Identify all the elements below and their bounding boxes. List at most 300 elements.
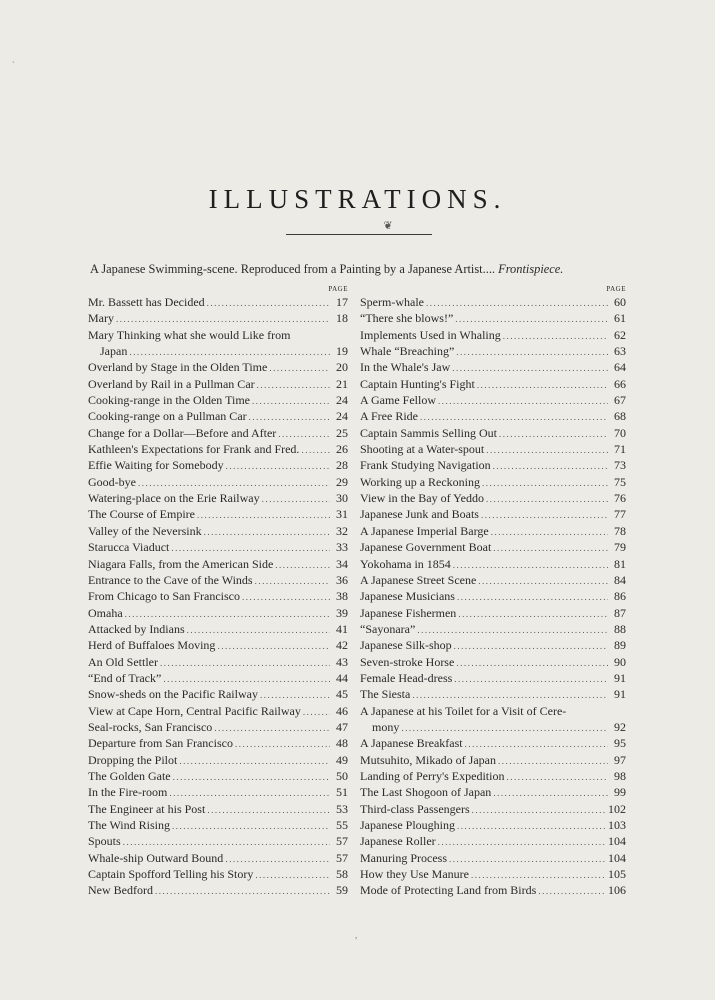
entry-page: 33	[336, 540, 348, 555]
frontispiece-text: A Japanese Swimming-scene. Reproduced from a Painting by a Japanese Artist....	[90, 262, 496, 276]
entry-page: 88	[614, 621, 626, 636]
entry-page: 50	[336, 768, 348, 783]
illustration-entry	[360, 343, 626, 359]
entry-page: 18	[336, 311, 348, 326]
entry-title: A Japanese at his Toilet for a Visit of Cere-	[360, 703, 567, 718]
entry-title: The Siesta	[360, 687, 411, 702]
entry-title: Mutsuhito, Mikado of Japan	[360, 752, 496, 767]
dot-leader	[471, 867, 606, 883]
illustration-entry	[360, 588, 626, 604]
entry-title: Whale “Breaching”	[360, 344, 455, 359]
illustration-entry	[88, 605, 348, 621]
entry-title: Japanese Government Boat	[360, 540, 492, 555]
entry-page: 41	[336, 621, 348, 636]
dot-leader	[278, 426, 330, 442]
illustration-entry	[88, 735, 348, 751]
entry-title: Female Head-dress	[360, 670, 453, 685]
entry-page: 25	[336, 425, 348, 440]
dot-leader	[303, 704, 330, 720]
illustration-entry	[360, 654, 626, 670]
page-column-header: PAGE	[328, 285, 348, 293]
paper-speck: `	[12, 60, 15, 70]
entry-title: Captain Spofford Telling his Story	[88, 867, 254, 882]
dot-leader	[498, 753, 608, 769]
dot-leader	[420, 409, 608, 425]
illustration-entry	[88, 833, 348, 849]
illustration-entry	[360, 850, 626, 866]
entry-page: 45	[336, 687, 348, 702]
entry-title: Frank Studying Navigation	[360, 458, 491, 473]
entry-page: 46	[336, 703, 348, 718]
illustration-entry	[360, 572, 626, 588]
entry-title: Captain Sammis Selling Out	[360, 425, 497, 440]
entry-title: From Chicago to San Francisco	[88, 589, 240, 604]
entry-page: 70	[614, 425, 626, 440]
dot-leader	[217, 638, 330, 654]
entry-title: The Last Shogoon of Japan	[360, 785, 492, 800]
illustration-entry	[88, 425, 348, 441]
entry-title: Japanese Junk and Boats	[360, 507, 479, 522]
entry-title: How they Use Manure	[360, 867, 469, 882]
entry-title: Kathleen's Expectations for Frank and Fred.	[88, 442, 300, 457]
entry-title: Yokohama in 1854	[360, 556, 451, 571]
entry-title: Mode of Protecting Land from Birds	[360, 883, 537, 898]
illustration-entry	[88, 784, 348, 800]
dot-leader	[465, 736, 608, 752]
entry-page: 106	[608, 883, 626, 898]
illustration-entry	[88, 408, 348, 424]
dot-leader	[486, 491, 608, 507]
left-entries	[88, 294, 348, 899]
paper-speck: ,	[355, 930, 358, 940]
entry-title: Good-bye	[88, 474, 136, 489]
dot-leader	[503, 328, 608, 344]
dot-leader	[169, 785, 330, 801]
illustration-entry	[360, 457, 626, 473]
entry-page: 42	[336, 638, 348, 653]
entry-title: Niagara Falls, from the American Side	[88, 556, 274, 571]
illustration-entry	[360, 719, 626, 735]
entry-page: 99	[614, 785, 626, 800]
dot-leader	[472, 802, 606, 818]
dot-leader	[499, 426, 608, 442]
illustration-entry	[88, 294, 348, 310]
entry-title: Japan	[100, 344, 128, 359]
entry-title: Cooking-range in the Olden Time	[88, 393, 250, 408]
entry-title: Omaha	[88, 605, 123, 620]
illustration-entry	[360, 784, 626, 800]
entry-page: 75	[614, 474, 626, 489]
entry-page: 39	[336, 605, 348, 620]
illustration-entry	[360, 768, 626, 784]
illustration-entry	[360, 506, 626, 522]
dot-leader	[458, 606, 608, 622]
illustration-entry	[360, 425, 626, 441]
entry-title: Whale-ship Outward Bound	[88, 850, 224, 865]
illustration-entry	[360, 686, 626, 702]
entry-page: 63	[614, 344, 626, 359]
dot-leader	[452, 360, 608, 376]
dot-leader	[260, 687, 330, 703]
entry-page: 57	[336, 850, 348, 865]
entry-title: Third-class Passengers	[360, 801, 470, 816]
entry-page: 76	[614, 491, 626, 506]
entry-title: Cooking-range on a Pullman Car	[88, 409, 247, 424]
right-entries	[360, 294, 626, 899]
dot-leader	[491, 524, 608, 540]
entry-page: 26	[336, 442, 348, 457]
dot-leader	[412, 687, 608, 703]
dot-leader	[301, 442, 330, 458]
entry-title: A Japanese Breakfast	[360, 736, 463, 751]
dot-leader	[129, 344, 330, 360]
dot-leader	[493, 458, 608, 474]
entry-title: Watering-place on the Erie Railway	[88, 491, 260, 506]
entry-title: Attacked by Indians	[88, 621, 185, 636]
entry-page: 60	[614, 295, 626, 309]
illustration-entry	[88, 670, 348, 686]
dot-leader	[438, 834, 606, 850]
entry-page: 43	[336, 654, 348, 669]
entry-page: 97	[614, 752, 626, 767]
entry-title: View in the Bay of Yeddo	[360, 491, 484, 506]
entry-title: Manuring Process	[360, 850, 447, 865]
entry-title: Spouts	[88, 834, 121, 849]
entry-page: 20	[336, 360, 348, 375]
dot-leader	[249, 409, 330, 425]
dot-leader	[163, 671, 330, 687]
dot-leader	[262, 491, 330, 507]
entry-title: “End of Track”	[88, 670, 162, 685]
entry-page: 103	[608, 818, 626, 832]
entry-title: Sperm-whale	[360, 295, 424, 309]
dot-leader	[207, 802, 330, 818]
dot-leader	[482, 475, 608, 491]
entry-page: 36	[336, 572, 348, 587]
dot-leader	[207, 295, 330, 311]
entry-title: An Old Settler	[88, 654, 158, 669]
illustration-entry	[360, 752, 626, 768]
entry-title: A Japanese Street Scene	[360, 572, 477, 587]
entry-page: 24	[336, 409, 348, 424]
dot-leader	[173, 769, 330, 785]
entry-title: Departure from San Francisco	[88, 736, 233, 751]
entry-title: mony	[372, 719, 400, 734]
entry-page: 49	[336, 752, 348, 767]
illustration-entry	[88, 588, 348, 604]
dot-leader	[493, 785, 608, 801]
dot-leader	[275, 557, 330, 573]
dot-leader	[426, 295, 608, 311]
entry-title: “There she blows!”	[360, 311, 454, 326]
illustration-entry	[88, 637, 348, 653]
entry-title: Japanese Fishermen	[360, 605, 457, 620]
illustration-entry	[360, 605, 626, 621]
entry-page: 104	[608, 834, 626, 849]
entry-title: Captain Hunting's Fight	[360, 376, 475, 391]
title-rule	[286, 234, 432, 235]
entry-page: 47	[336, 719, 348, 734]
dot-leader	[160, 655, 330, 671]
entry-page: 58	[336, 867, 348, 882]
illustration-entry	[88, 801, 348, 817]
frontispiece-page: Frontispiece.	[498, 262, 564, 276]
illustration-entry	[88, 572, 348, 588]
dot-leader	[453, 557, 608, 573]
entry-title: Change for a Dollar—Before and After	[88, 425, 277, 440]
illustration-entry	[88, 310, 348, 326]
dot-leader	[417, 622, 608, 638]
entry-title: Overland by Stage in the Olden Time	[88, 360, 268, 375]
illustration-entry	[88, 523, 348, 539]
entry-page: 30	[336, 491, 348, 506]
dot-leader	[255, 867, 330, 883]
illustration-entry	[88, 768, 348, 784]
dot-leader	[538, 883, 606, 899]
illustration-entry	[88, 621, 348, 637]
illustration-entry	[88, 556, 348, 572]
entry-page: 73	[614, 458, 626, 473]
illustration-entry	[88, 866, 348, 882]
dot-leader	[401, 720, 608, 736]
entry-page: 38	[336, 589, 348, 604]
dot-leader	[187, 622, 330, 638]
entry-page: 55	[336, 818, 348, 832]
dot-leader	[449, 851, 606, 867]
entry-page: 67	[614, 393, 626, 408]
entry-page: 21	[336, 376, 348, 391]
illustration-entry	[88, 882, 348, 898]
entry-page: 86	[614, 589, 626, 604]
entry-title: Effie Waiting for Somebody	[88, 458, 224, 473]
entry-title: The Engineer at his Post	[88, 801, 206, 816]
entry-page: 90	[614, 654, 626, 669]
illustration-entry	[360, 637, 626, 653]
illustration-entry	[88, 343, 348, 359]
illustration-entry	[360, 539, 626, 555]
entry-page: 66	[614, 376, 626, 391]
dot-leader	[252, 393, 330, 409]
entry-title: In the Fire-room	[88, 785, 168, 800]
entry-page: 31	[336, 507, 348, 522]
illustration-entry	[360, 474, 626, 490]
entry-title: Herd of Buffaloes Moving	[88, 638, 216, 653]
illustration-entry	[360, 670, 626, 686]
dot-leader	[116, 311, 330, 327]
right-column	[360, 285, 626, 899]
illustration-entry	[88, 327, 348, 343]
dot-leader	[255, 573, 330, 589]
entry-page: 77	[614, 507, 626, 522]
dot-leader	[125, 606, 330, 622]
entry-page: 29	[336, 474, 348, 489]
entry-title: View at Cape Horn, Central Pacific Railway	[88, 703, 301, 718]
entry-page: 92	[614, 719, 626, 734]
dot-leader	[226, 458, 330, 474]
dot-leader	[477, 377, 608, 393]
entry-title: Japanese Roller	[360, 834, 436, 849]
illustration-entry	[88, 490, 348, 506]
entry-title: Overland by Rail in a Pullman Car	[88, 376, 255, 391]
entry-page: 89	[614, 638, 626, 653]
entry-title: New Bedford	[88, 883, 153, 898]
dot-leader	[481, 507, 608, 523]
illustration-entry	[360, 294, 626, 310]
entry-page: 64	[614, 360, 626, 375]
illustration-entry	[360, 376, 626, 392]
entry-title: Snow-sheds on the Pacific Railway	[88, 687, 258, 702]
illustration-entry	[88, 376, 348, 392]
entry-page: 61	[614, 311, 626, 326]
illustration-entry	[88, 703, 348, 719]
dot-leader	[214, 720, 330, 736]
entry-title: Dropping the Pilot	[88, 752, 178, 767]
entry-page: 59	[336, 883, 348, 898]
illustration-entry	[360, 621, 626, 637]
illustration-entry	[360, 817, 626, 833]
entry-page: 84	[614, 572, 626, 587]
dot-leader	[506, 769, 608, 785]
entry-page: 102	[608, 801, 626, 816]
entry-title: Shooting at a Water-spout	[360, 442, 485, 457]
entry-page: 53	[336, 801, 348, 816]
dot-leader	[123, 834, 330, 850]
illustration-entry	[88, 850, 348, 866]
entry-title: Landing of Perry's Expedition	[360, 768, 505, 783]
dot-leader	[204, 524, 330, 540]
illustration-entry	[88, 359, 348, 375]
dot-leader	[457, 589, 608, 605]
entry-title: A Free Ride	[360, 409, 418, 424]
illustration-entry	[360, 327, 626, 343]
dot-leader	[478, 573, 608, 589]
entry-page: 57	[336, 834, 348, 849]
illustration-entry	[360, 359, 626, 375]
dot-leader	[454, 671, 608, 687]
illustration-entry	[360, 801, 626, 817]
dot-leader	[235, 736, 330, 752]
entry-title: Japanese Ploughing	[360, 818, 455, 832]
entry-title: The Wind Rising	[88, 818, 170, 832]
dot-leader	[493, 540, 608, 556]
page-title: ILLUSTRATIONS.	[208, 184, 507, 214]
dot-leader	[438, 393, 608, 409]
entry-page: 105	[608, 867, 626, 882]
dot-leader	[456, 655, 608, 671]
dot-leader	[172, 818, 330, 834]
illustration-entry	[360, 703, 626, 719]
entry-page: 24	[336, 393, 348, 408]
dot-leader	[197, 507, 330, 523]
illustration-entry	[360, 556, 626, 572]
entry-page: 87	[614, 605, 626, 620]
entry-page: 48	[336, 736, 348, 751]
illustration-entry	[360, 735, 626, 751]
dot-leader	[138, 475, 330, 491]
illustration-entry	[88, 441, 348, 457]
entry-page: 34	[336, 556, 348, 571]
illustration-entry	[88, 719, 348, 735]
illustration-entry	[360, 490, 626, 506]
illustration-entry	[360, 866, 626, 882]
entry-title: Entrance to the Cave of the Winds	[88, 572, 253, 587]
entry-page: 79	[614, 540, 626, 555]
left-column	[88, 285, 348, 899]
entry-page: 17	[336, 295, 348, 309]
illustration-entry	[88, 506, 348, 522]
dot-leader	[171, 540, 330, 556]
illustration-entry	[360, 408, 626, 424]
illustration-entry	[360, 441, 626, 457]
entry-title: Working up a Reckoning	[360, 474, 481, 489]
entry-page: 91	[614, 670, 626, 685]
entry-page: 68	[614, 409, 626, 424]
entry-page: 104	[608, 850, 626, 865]
entry-page: 19	[336, 344, 348, 359]
entry-page: 51	[336, 785, 348, 800]
dot-leader	[456, 344, 608, 360]
entry-title: Mr. Bassett has Decided	[88, 295, 205, 309]
entry-title: Valley of the Neversink	[88, 523, 202, 538]
illustration-entry	[360, 392, 626, 408]
dot-leader	[454, 638, 608, 654]
dot-leader	[155, 883, 330, 899]
illustration-entry	[88, 457, 348, 473]
illustration-entry	[88, 817, 348, 833]
entry-page: 95	[614, 736, 626, 751]
dot-leader	[257, 377, 330, 393]
entry-title: Seven-stroke Horse	[360, 654, 455, 669]
entry-page: 78	[614, 523, 626, 538]
illustration-entry	[360, 310, 626, 326]
illustration-entry	[360, 833, 626, 849]
dot-leader	[486, 442, 608, 458]
entry-title: “Sayonara”	[360, 621, 416, 636]
entry-page: 91	[614, 687, 626, 702]
entry-title: Japanese Musicians	[360, 589, 455, 604]
entry-page: 62	[614, 327, 626, 342]
entry-title: A Game Fellow	[360, 393, 436, 408]
entry-title: Mary	[88, 311, 114, 326]
page-column-header: PAGE	[606, 285, 626, 293]
frontispiece-entry	[90, 262, 630, 277]
entry-title: Mary Thinking what she would Like from	[88, 327, 291, 342]
entry-title: Implements Used in Whaling	[360, 327, 501, 342]
dot-leader	[242, 589, 330, 605]
illustration-entry	[88, 474, 348, 490]
illustration-entry	[360, 523, 626, 539]
illustration-entry	[88, 686, 348, 702]
entry-page: 71	[614, 442, 626, 457]
entry-page: 28	[336, 458, 348, 473]
entry-title: In the Whale's Jaw	[360, 360, 451, 375]
illustration-entry	[88, 392, 348, 408]
entry-title: The Golden Gate	[88, 768, 171, 783]
illustration-entry	[88, 752, 348, 768]
entry-page: 44	[336, 670, 348, 685]
illustration-entry	[88, 654, 348, 670]
entry-page: 81	[614, 556, 626, 571]
illustration-entry	[360, 882, 626, 898]
entry-title: The Course of Empire	[88, 507, 195, 522]
entry-title: Japanese Silk-shop	[360, 638, 452, 653]
dot-leader	[269, 360, 330, 376]
dot-leader	[179, 753, 330, 769]
ornament-icon: ❦	[383, 220, 393, 232]
entry-page: 32	[336, 523, 348, 538]
illustration-entry	[88, 539, 348, 555]
dot-leader	[455, 311, 608, 327]
